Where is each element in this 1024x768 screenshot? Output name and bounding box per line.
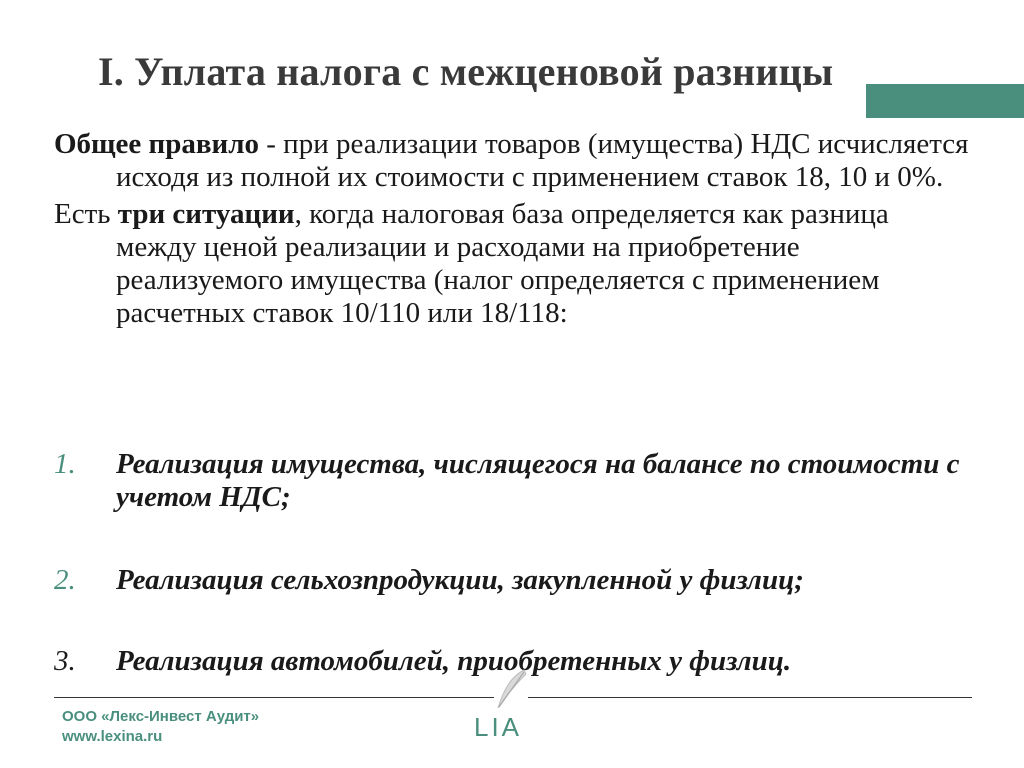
three-situations-text: , когда налоговая база определяется как разница между ценой реализации и расходами на приобретение реализуемого имущества (налог определяется с применением расчетных ставок 10/110 или 18/118: <box>116 198 889 329</box>
footer-company <box>62 707 259 747</box>
feather-icon <box>490 668 530 712</box>
list-item-text: Реализация сельхозпродукции, закупленной у физлиц; <box>116 564 804 596</box>
footer-divider-right <box>528 697 972 698</box>
footer-divider-left <box>54 697 494 698</box>
three-situations-label: три ситуации <box>117 198 295 230</box>
list-item-text: Реализация имущества, числящегося на балансе по стоимости с учетом НДС; <box>116 448 960 513</box>
list-item-number: 3. <box>54 645 76 677</box>
list-item-number: 1. <box>54 448 76 480</box>
list-item-number: 2. <box>54 564 76 596</box>
general-rule-text: - при реализации товаров (имущества) НДС исчисляется исходя из полной их стоимости с применением ставок 18, 10 и 0%. <box>116 128 969 193</box>
company-name: ООО «Лекс-Инвест Аудит» <box>62 708 260 725</box>
three-situations-paragraph <box>54 198 974 330</box>
general-rule-label: Общее правило <box>54 128 260 160</box>
three-situations-prefix: Есть <box>54 198 118 230</box>
slide-body <box>54 128 974 334</box>
list-item <box>54 564 974 597</box>
company-website: www.lexina.ru <box>62 728 163 745</box>
general-rule-paragraph <box>54 128 974 194</box>
slide-title: I. Уплата налога с межценовой разницы <box>98 49 834 94</box>
lia-logo: LIA <box>474 712 523 742</box>
list-item <box>54 448 974 514</box>
list-item-text: Реализация автомобилей, приобретенных у физлиц. <box>116 645 792 677</box>
title-accent-bar <box>866 84 1024 118</box>
